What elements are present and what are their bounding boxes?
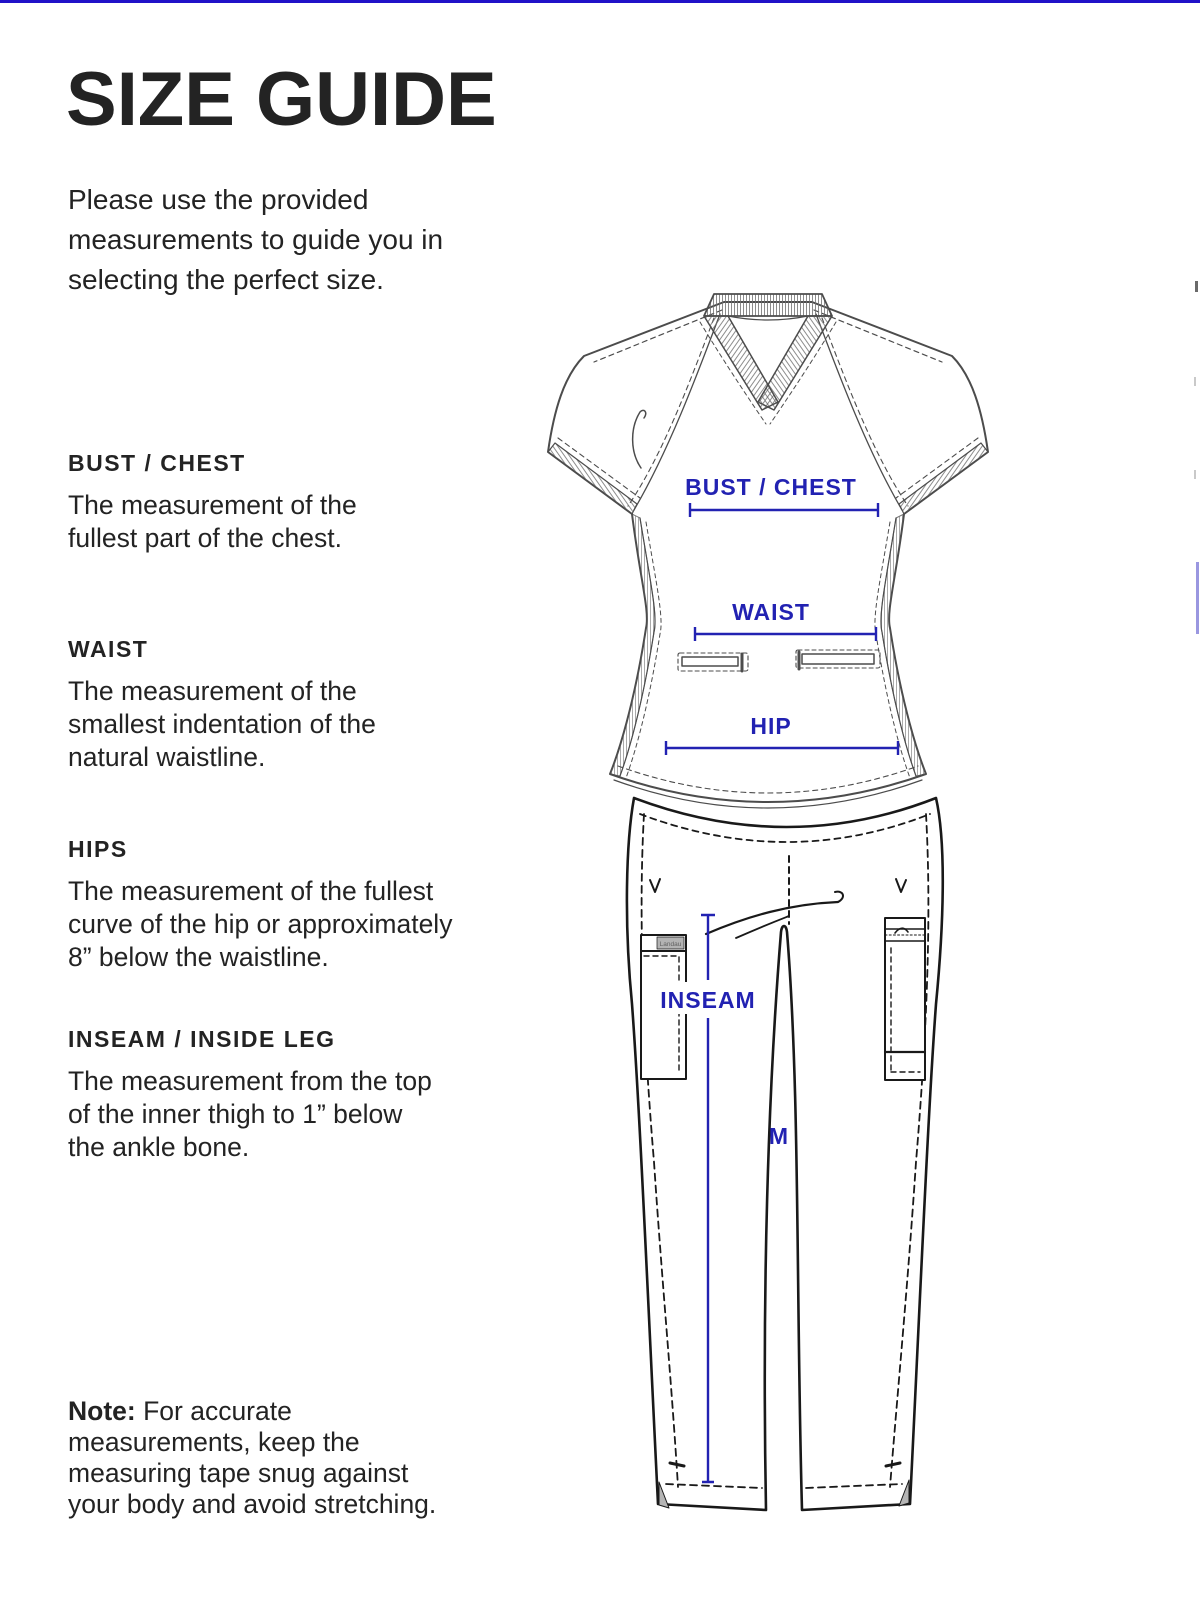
size-label: M <box>768 1123 790 1149</box>
intro-text <box>68 180 443 300</box>
intro-line: selecting the perfect size. <box>68 264 384 295</box>
body-line: of the inner thigh to 1” below <box>68 1099 403 1129</box>
page-edge-artifact <box>1195 281 1198 292</box>
hip-label: HIP <box>750 713 792 739</box>
body-line: The measurement of the <box>68 676 357 706</box>
pants-silhouette <box>627 798 943 1510</box>
garment-diagram <box>538 282 998 1532</box>
section-body <box>68 675 376 774</box>
section-heading: WAIST <box>68 636 149 662</box>
page-title: SIZE GUIDE <box>66 57 497 142</box>
section-inseam <box>68 1026 432 1164</box>
section-heading: INSEAM / INSIDE LEG <box>68 1026 336 1052</box>
inseam-label: INSEAM <box>660 987 756 1013</box>
section-waist <box>68 636 376 774</box>
note-text: For accurate <box>143 1396 292 1426</box>
bust-chest-label: BUST / CHEST <box>685 474 857 500</box>
note-line: your body and avoid stretching. <box>68 1489 437 1519</box>
scrub-pants-drawing <box>627 798 943 1510</box>
note-line <box>68 1396 436 1427</box>
page-edge-artifact <box>1194 377 1196 386</box>
note-line: measurements, keep the <box>68 1427 360 1457</box>
body-line: The measurement of the <box>68 490 357 520</box>
body-line: 8” below the waistline. <box>68 942 329 972</box>
section-body <box>68 489 357 555</box>
collar-band <box>704 294 832 316</box>
section-hips <box>68 836 452 974</box>
body-line: natural waistline. <box>68 742 266 772</box>
body-line: curve of the hip or approximately <box>68 909 453 939</box>
body-line: fullest part of the chest. <box>68 523 342 553</box>
page-edge-artifact <box>1194 470 1196 479</box>
body-line: smallest indentation of the <box>68 709 376 739</box>
body-line: The measurement from the top <box>68 1066 432 1096</box>
intro-line: measurements to guide you in <box>68 224 444 255</box>
body-line: The measurement of the fullest <box>68 876 434 906</box>
body-line: the ankle bone. <box>68 1132 250 1162</box>
section-body <box>68 1065 432 1164</box>
section-heading: BUST / CHEST <box>68 450 246 476</box>
page-edge-artifact <box>1196 562 1199 634</box>
section-bust-chest <box>68 450 357 555</box>
note-line: measuring tape snug against <box>68 1458 409 1488</box>
note-label: Note: <box>68 1396 136 1426</box>
page-top-border <box>0 0 1200 3</box>
welt-pocket-left <box>682 657 738 666</box>
section-heading: HIPS <box>68 836 128 862</box>
measurement-note <box>68 1396 436 1520</box>
brand-tag-label: Landau <box>659 941 682 948</box>
welt-pocket-right <box>802 654 874 664</box>
waist-label: WAIST <box>732 599 810 625</box>
intro-line: Please use the provided <box>68 184 369 215</box>
section-body <box>68 875 452 974</box>
